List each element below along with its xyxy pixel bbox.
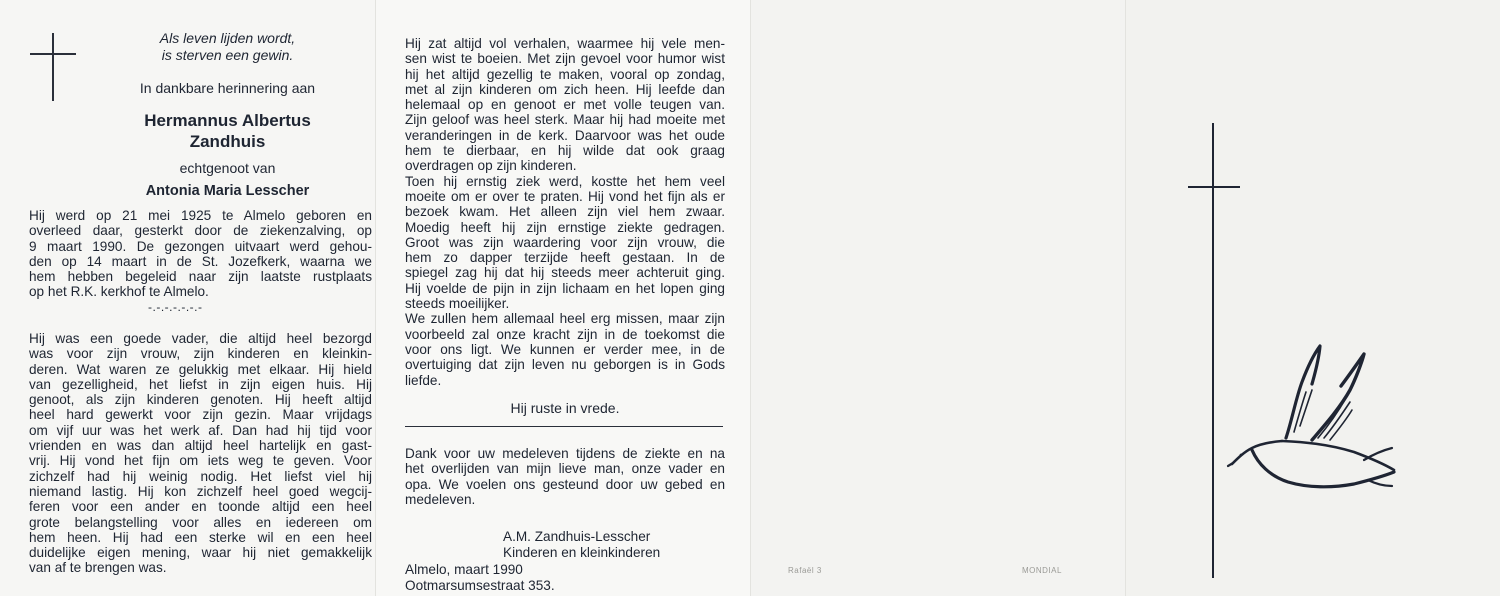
text-line: bezoek kwam. Het alleen zijn viel hem zwaar.	[405, 204, 725, 220]
fold-line	[375, 0, 376, 596]
text-line: heel hard gewerkt voor zijn gezin. Maar vrijdags	[29, 407, 372, 423]
text-line: Dank voor uw medeleven tijdens de ziekte en na	[405, 446, 725, 461]
text-line: Hij was een goede vader, die altijd heel bezorgd	[29, 331, 372, 346]
dove-icon	[1224, 340, 1396, 512]
motto-line: is sterven een gewin.	[161, 47, 294, 63]
tribute-continued	[405, 36, 725, 388]
text-line: hem heen. Hij had een sterke wil en een heel	[29, 529, 372, 545]
in-memory-heading: In dankbare herinnering aan	[139, 80, 316, 96]
text-line: We zullen hem allemaal heel erg missen, maar zijn	[405, 311, 725, 327]
text-line: Zijn geloof was heel sterk. Maar hij had moeite met	[405, 112, 725, 128]
rest-in-peace: Hij ruste in vrede.	[510, 400, 620, 416]
signature-line: A.M. Zandhuis-Lesscher	[503, 529, 651, 544]
fold-line	[1125, 0, 1126, 596]
text-line: Moedig heeft hij zijn ernstige ziekte gedragen.	[405, 219, 725, 235]
text-line: hem zo dapper terzijde heeft gestaan. In de	[405, 250, 725, 266]
text-line: Hij zat altijd vol verhalen, waarmee hij vele men-	[405, 36, 725, 51]
text-line: Groot was zijn waardering voor zijn vrouw, die	[405, 234, 725, 250]
name-line: Hermannus Albertus	[144, 111, 311, 130]
text-line: Toen hij ernstig ziek werd, kostte het hem veel	[405, 173, 725, 189]
place-line: Almelo, maart 1990	[405, 562, 523, 577]
name-line: Zandhuis	[189, 132, 266, 151]
text-line: 9 maart 1990. De gezongen uitvaart werd gehou-	[29, 238, 372, 254]
text-line: duidelijke eigen mening, waar hij niet gemakkelijk	[29, 545, 372, 561]
text-line: helemaal op en genoot er met volle teugen van.	[405, 97, 725, 113]
text-line: deren. Wat waren ze gelukkig met elkaar. Hij hield	[29, 361, 372, 377]
text-line: Hij werd op 21 mei 1925 te Almelo geboren en	[29, 208, 372, 223]
text-line: vrij. Hij vond het fijn om iets weg te geven. Voor	[29, 453, 372, 469]
separator: -.-.-.-.-.-.-	[148, 300, 203, 314]
signature-line: Kinderen en kleinkinderen	[503, 545, 661, 560]
print-code: Rafaël 3	[788, 566, 822, 575]
text-line: voorbeeld zal onze kracht zijn in de toekomst die	[405, 326, 725, 342]
text-line: Hij voelde de pijn in zijn lichaam en het lopen ging	[405, 280, 725, 296]
text-line: moeite om er over te praten. Hij vond het fijn als er	[405, 188, 725, 204]
card-panel-blank	[750, 0, 1125, 596]
print-code: MONDIAL	[1022, 566, 1062, 575]
text-line: om vijf uur was het werk af. Dan had hij tijd voor	[29, 422, 372, 438]
deceased-name	[100, 110, 355, 152]
text-line: sen wist te boeien. Met zijn gevoel voor humor wist	[405, 51, 725, 67]
motto	[120, 30, 335, 64]
text-line: overdragen op zijn kinderen.	[405, 158, 577, 174]
text-line: opa. We voelen ons gesteund door uw gebed en	[405, 476, 725, 492]
text-line: was voor zijn vrouw, zijn kinderen en kleinkin-	[29, 346, 372, 362]
text-line: liefde.	[405, 372, 442, 388]
text-line: voor ons ligt. We kunnen er verder mee, in de	[405, 341, 725, 357]
text-line: vrienden en was dan altijd heel hartelijk en gast-	[29, 438, 372, 454]
signature	[503, 529, 660, 561]
tribute-text	[29, 331, 372, 576]
text-line: niemand lastig. Hij kon zichzelf heel goed wegcij-	[29, 483, 372, 499]
text-line: met al zijn kinderen om zich heen. Hij leefde dan	[405, 81, 725, 97]
text-line: feren voor een ander en toonde altijd een heel	[29, 499, 372, 515]
text-line: overtuiging dat zijn leven nu geborgen is in Gods	[405, 357, 725, 373]
fold-line	[750, 0, 751, 596]
text-line: den op 14 maart in de St. Jozefkerk, waarna we	[29, 253, 372, 269]
text-line: steeds moeilijker.	[405, 296, 510, 312]
text-line: van gezelligheid, het liefst in zijn eigen huis. Hij	[29, 376, 372, 392]
text-line: spiegel zag hij dat hij steeds meer achteruit ging.	[405, 265, 725, 281]
biography	[29, 208, 372, 300]
text-line: hij het altijd gezellig te maken, vooral op zondag,	[405, 66, 725, 82]
spouse-label: echtgenoot van	[179, 160, 276, 176]
motto-line: Als leven lijden wordt,	[159, 30, 296, 46]
text-line: het overlijden van mijn lieve man, onze vader en	[405, 461, 725, 477]
text-line: van af te brengen was.	[29, 560, 167, 576]
text-line: grote belangstelling voor alles en iedereen om	[29, 514, 372, 530]
text-line: veranderingen in de kerk. Daarvoor was het oude	[405, 127, 725, 143]
thanks-text	[405, 446, 725, 507]
text-line: hem hebben begeleid naar zijn laatste rustplaats	[29, 269, 372, 285]
text-line: overleed daar, gesterkt door de ziekenzalving, op	[29, 223, 372, 239]
place-line: Ootmarsumsestraat 353.	[405, 578, 555, 593]
place-and-date	[405, 562, 555, 594]
spouse-name: Antonia Maria Lesscher	[145, 183, 310, 199]
text-line: op het R.K. kerkhof te Almelo.	[29, 284, 209, 300]
text-line: medeleven.	[405, 491, 476, 507]
text-line: zichzelf had hij weinig nodig. Het liefst viel hij	[29, 468, 372, 484]
text-line: genoot, als zijn kinderen genoten. Hij heeft altijd	[29, 392, 372, 408]
text-line: hem te dierbaar, en hij wilde dat ook graag	[405, 143, 725, 159]
divider	[405, 426, 723, 427]
